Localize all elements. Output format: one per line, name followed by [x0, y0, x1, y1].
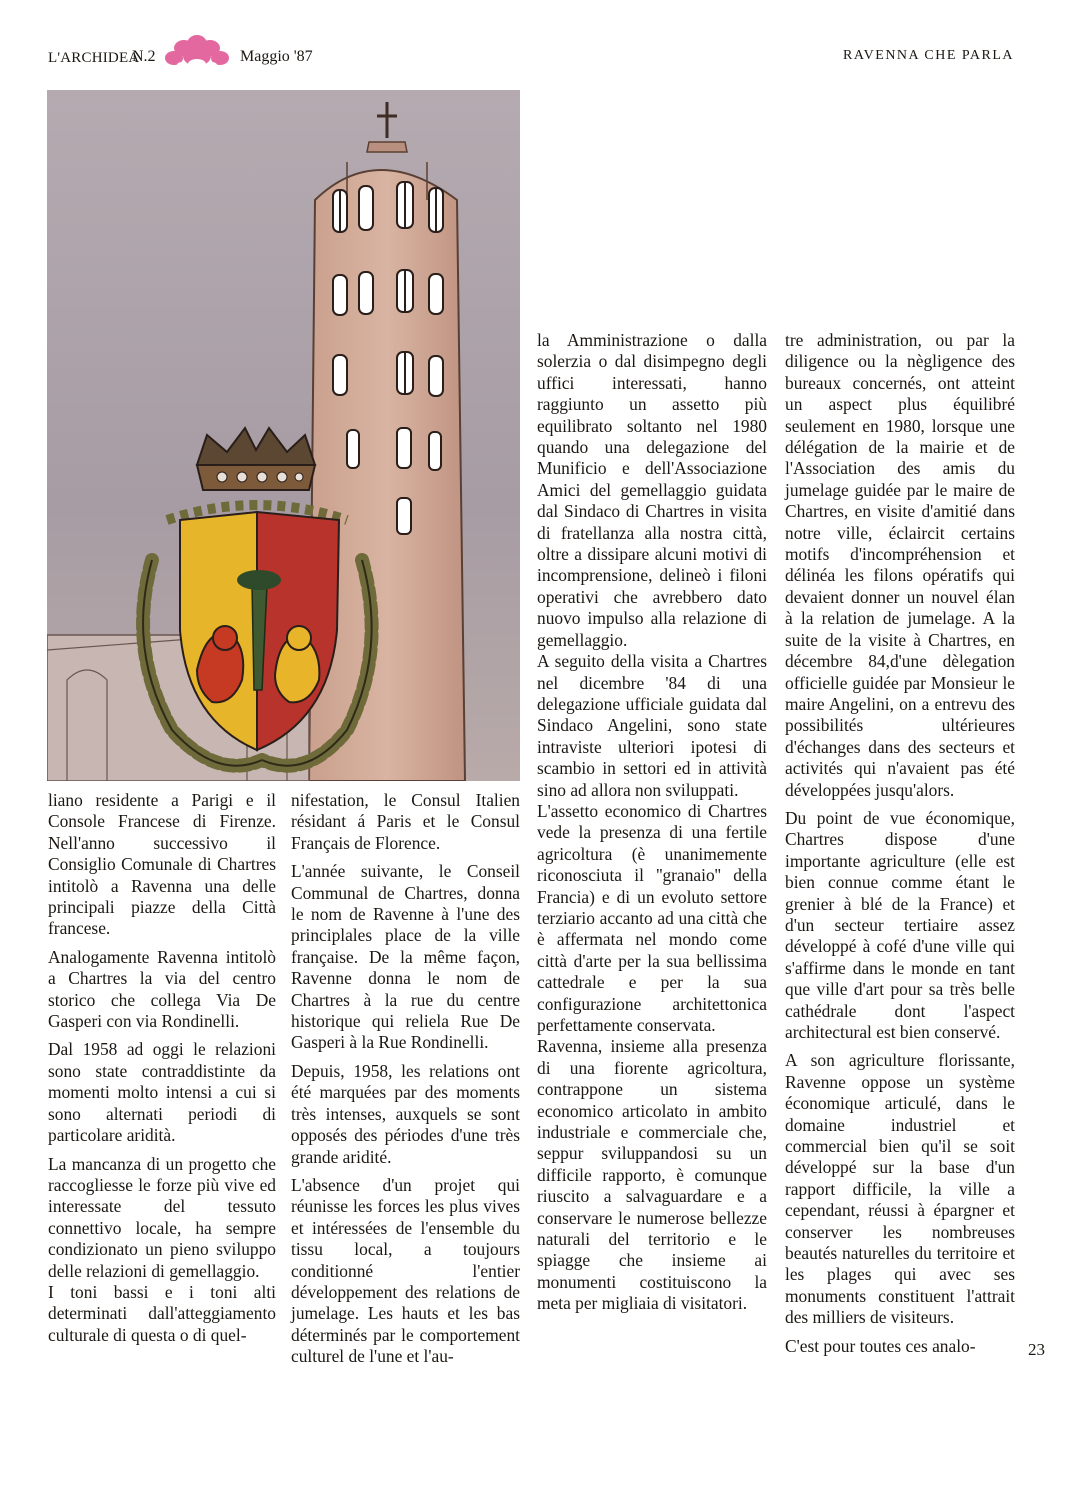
paragraph: A son agriculture florissante, Ravenne oppose un système économique articulé, dans le domaine industriel et commercial bien qu'il se soit développé sur la base d'un rapport difficile, la ville a cependant, réussi à épargner et conserver les nombreuses beautés naturelles du territoire et les plages qui avec ses monuments constituent l'attrait des milliers de visiteurs.	[785, 1050, 1015, 1328]
paragraph: Depuis, 1958, les relations ont été marquées par des moments très intenses, auxquels se sont opposés des périodes d'une très grande aridité.	[291, 1060, 520, 1167]
bell-tower	[309, 102, 465, 781]
issue-number: N.2	[132, 48, 156, 65]
text-column-4	[785, 330, 1015, 1364]
paragraph: C'est pour toutes ces analo-	[785, 1335, 976, 1356]
text-column-3	[537, 330, 767, 1322]
paragraph: A seguito della visita a Chartres nel dicembre '84 di una delegazione ufficiale guidata dal Sindaco Angelini, sono state intraviste ulteriori ipotesi di scambio in settori ed in attività sino ad allora non sviluppati.	[537, 651, 767, 800]
page-header	[48, 44, 1014, 74]
magazine-name: L'ARCHIDEA	[48, 50, 140, 66]
paragraph: L'assetto economico di Chartres vede la presenza di una fertile agricoltura (è unanimemente riconosciuta il ''granaio'' della Francia) e di un evoluto settore terziario accanto ad una città che è affermata nel mondo come città d'arte per la sua bellissima cattedrale e per la sua configurazione architettonica perfettamente conservata.	[537, 800, 767, 1035]
paragraph: Ravenna, insieme alla presenza di una fiorente agricoltura, contrappone un sistema economico articolato in ambito industriale e commerciale che, seppur sviluppandosi su un difficile rapporto, è comunque riuscito a salvaguardare e a conservare le numerose bellezze naturali del territorio e le spiagge che insieme ai monumenti costituiscono la meta per migliaia di visitatori.	[537, 1036, 767, 1314]
paragraph: liano residente a Parigi e il Console Francese di Firenze. Nell'anno successivo il Consiglio Comunale di Chartres intitolò a Ravenna una delle principali piazze della Città francese.	[48, 790, 276, 939]
paragraph: L'année suivante, le Conseil Communal de Chartres, donna le nom de Ravenne à l'une des principlales place de la ville française. De la même façon, Ravenne donna le nom de Chartres à la rue du centre historique qui reliela Rue De Gasperi à la Rue Rondinelli.	[291, 861, 520, 1053]
section-title: RAVENNA CHE PARLA	[843, 48, 1014, 63]
text-column-1	[48, 790, 276, 1353]
paragraph: L'absence d'un projet qui réunisse les forces les plus vives et intéressées de l'ensemble du tissu local, a toujours conditionné l'entier développement des relations de jumelage. Les hauts et les bas déterminés par le comportement culturel de l'une et l'au-	[291, 1174, 520, 1367]
paragraph: tre administration, ou par la diligence ou la nègligence des bureaux concernés, ont atteint un aspect plus équilibré seulement en 1980, lorsque une délégation de la mairie et de l'Association des amis du jumelage guidée par le maire de Chartres, en visite d'amitié dans notre ville, éclaircit certains motifs d'incompréhension et délinéa les filons opératifs qui devaient donner un nouvel élan à la relation de jumelage. A la suite de la visite à Chartres, en décembre 84,d'une dèlegation officielle guidée par Monsieur le maire Angelini, on a entrevu des possibilités ultérieures d'échanges dans des secteurs et activités qui n'avaient pas été développées jusqu'alors.	[785, 330, 1015, 800]
paragraph: I toni bassi e i toni alti determinati dall'atteggiamento culturale di questa o di quel-	[48, 1281, 276, 1345]
paragraph: Analogamente Ravenna intitolò a Chartres la via del centro storico che collega Via De Gasperi con via Rondinelli.	[48, 946, 276, 1032]
paragraph: La mancanza di un progetto che raccogliesse le forze più vive ed interessate del tessuto connettivo locale, ha sempre condizionato un pieno sviluppo delle relazioni di gemellaggio.	[48, 1153, 276, 1281]
illustration	[47, 90, 520, 781]
page-number: 23	[1028, 1340, 1045, 1359]
paragraph: Dal 1958 ad oggi le relazioni sono state contraddistinte da momenti molto intensi a cui si sono alternati periodi di particolare aridità.	[48, 1039, 276, 1146]
orchid-flower-icon	[162, 34, 232, 72]
issue-date: Maggio '87	[240, 48, 313, 65]
paragraph: la Amministrazione o dalla solerzia o dal disimpegno degli uffici interessati, hanno raggiunto un assetto più equilibrato soltanto nel 1980 quando una delegazione del Munificio e dell'Associazione Amici del gemellaggio guidata dal Sindaco di Chartres in visita di fratellanza alla nostra città, oltre a dissipare alcuni motivi di incomprensione, delineò i filoni operativi che avrebbero dato nuovo impulso alla relazione di gemellaggio.	[537, 330, 767, 650]
text-column-2	[291, 790, 520, 1375]
paragraph: nifestation, le Consul Italien résidant á Paris et le Consul Français de Florence.	[291, 790, 520, 853]
ravenna-bell-tower-coat-of-arms-painting	[47, 90, 520, 781]
paragraph: Du point de vue économique, Chartres dispose d'une importante agriculture (elle est bien connue comme étant le grenier à blé de la France) et d'un secteur tertiaire assez développé à cofé d'une ville qui s'affirme dans le monde en tant que ville d'art pour sa très belle cathédrale dont l'aspect architectural est bien conservé.	[785, 807, 1015, 1042]
